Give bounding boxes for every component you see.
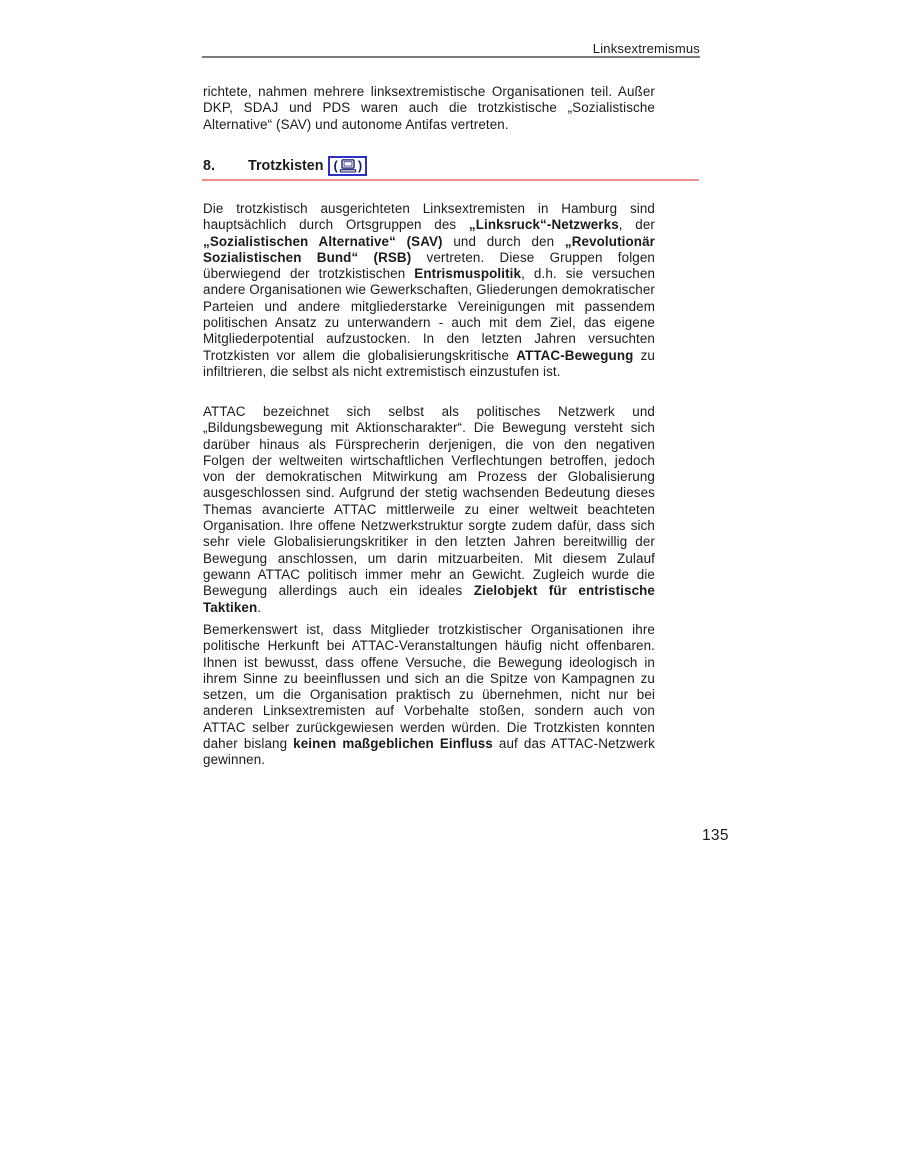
computer-monitor-icon xyxy=(339,159,357,173)
header-rule xyxy=(202,56,700,58)
running-header: Linksextremismus xyxy=(592,41,700,56)
body-paragraph: Bemerkenswert ist, dass Mitglieder trotzkistischer Organisationen ihre politische Herkunft bei ATTAC-Veranstaltungen häufig nicht offenbaren. Ihnen ist bewusst, dass offene Versuche, die Bewegung ideologisch in ihrem Sinne zu beeinflussen und sich an die Spitze von Kampagnen zu setzen, um die Organisation praktisch zu übernehmen, nicht nur bei anderen Linksextremisten auf Vorbehalte stoßen, sondern auch von ATTAC selber zurückgewiesen werden würden. Die Trotzkisten konnten daher bislang keinen maßgeblichen Einfluss auf das ATTAC-Netzwerk gewinnen. xyxy=(203,622,655,768)
section-heading xyxy=(203,156,367,176)
open-paren: ( xyxy=(333,158,338,173)
body-paragraph: ATTAC bezeichnet sich selbst als politisches Netzwerk und „Bildungsbewegung mit Aktionscharakter“. Die Bewegung versteht sich darüber hinaus als Fürsprecherin derjenigen, die von den negativen Folgen der weltweiten wirtschaftlichen Verflechtungen betroffen, jedoch von der demokratischen Mitwirkung am Prozess der Globalisierung ausgeschlossen sind. Aufgrund der stetig wachsenden Bedeutung dieses Themas avancierte ATTAC mittlerweile zu einer weltweit beachteten Organisation. Ihre offene Netzwerkstruktur sorgte zudem dafür, dass sich sehr viele Globalisierungskritiker in den letzten Jahren bereitwillig der Bewegung anschlossen, um darin mitzuarbeiten. Mit diesem Zulauf gewann ATTAC politisch immer mehr an Gewicht. Zugleich wurde die Bewegung allerdings auch ein ideales Zielobjekt für entristische Taktiken. xyxy=(203,404,656,615)
hyperlink-annotation[interactable] xyxy=(328,156,367,176)
close-paren: ) xyxy=(357,158,363,173)
section-number: 8. xyxy=(203,158,215,174)
page-number: 135 xyxy=(702,827,729,844)
section-title: Trotzkisten xyxy=(248,158,324,174)
body-paragraph: Die trotzkistisch ausgerichteten Linksextremisten in Hamburg sind hauptsächlich durch Ortsgruppen des „Linksruck“-Netzwerks, der „Sozialistischen Alternative“ (SAV) und durch den „Revolutionär Sozialistischen Bund“ (RSB) vertreten. Diese Gruppen folgen überwiegend der trotzkistischen Entrismuspolitik, d.h. sie versuchen andere Organisationen wie Gewerkschaften, Gliederungen demokratischer Parteien und andere mitgliederstarke Vereinigungen mit passendem politischen Ansatz zu unterwandern - auch mit dem Ziel, das eigene Mitgliederpotential aufzustocken. In den letzten Jahren versuchten Trotzkisten vor allem die globalisierungskritische ATTAC-Bewegung zu infiltrieren, die selbst als nicht extremistisch einzustufen ist. xyxy=(203,201,656,379)
section-heading-rule xyxy=(202,179,699,181)
intro-paragraph: richtete, nahmen mehrere linksextremistische Organisationen teil. Außer DKP, SDAJ und PDS waren auch die trotzkistische „Sozialistische Alternative“ (SAV) und autonome Antifas vertreten. xyxy=(203,84,655,132)
